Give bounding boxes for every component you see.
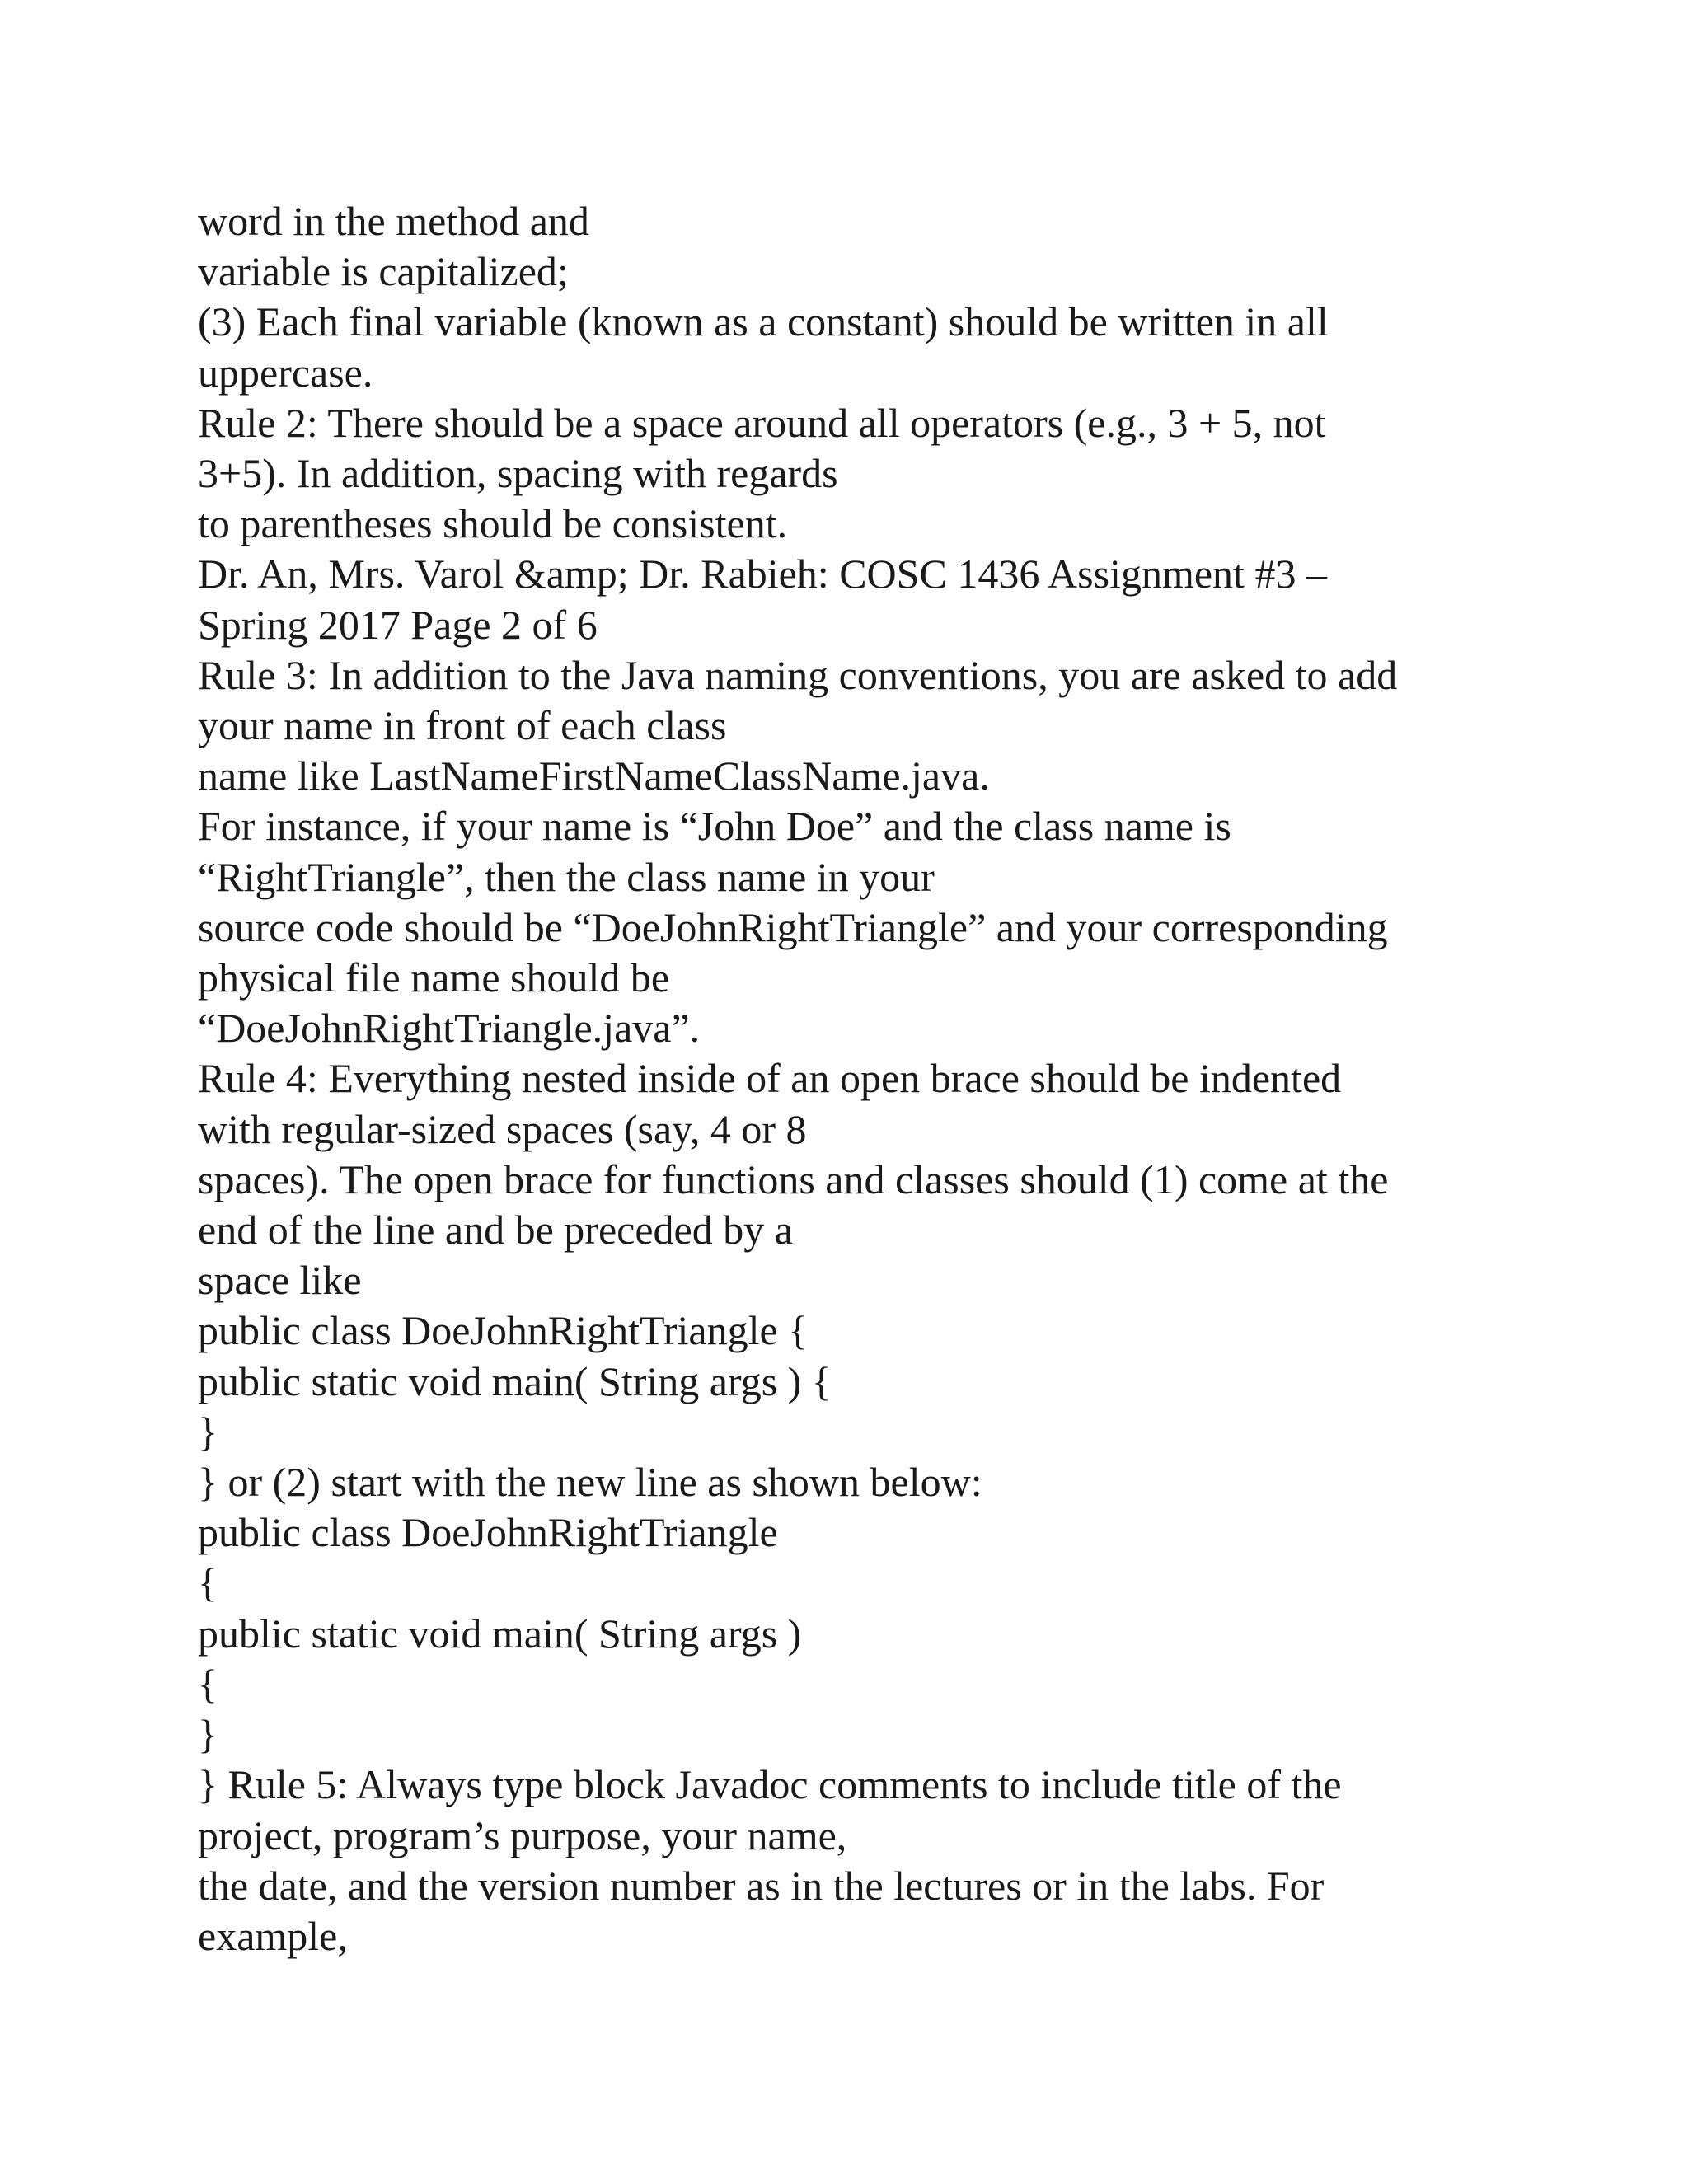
page-header-text: Dr. An, Mrs. Varol &amp; Dr. Rabieh: COSC 1436 Assignment #3 – [198,551,1327,598]
code-line: public class DoeJohnRightTriangle { [198,1307,809,1354]
code-line: { [198,1660,218,1707]
text-line: to parentheses should be consistent. [198,500,788,547]
code-line: public class DoeJohnRightTriangle [198,1509,778,1556]
code-line: } [198,1711,218,1758]
text-line: “RightTriangle”, then the class name in your [198,853,935,900]
text-line: For instance, if your name is “John Doe” and the class name is [198,803,1231,850]
text-line: variable is capitalized; [198,248,569,295]
text-line: uppercase. [198,349,373,396]
document-body [198,196,1550,1961]
code-line: public static void main( String args ) [198,1610,802,1657]
text-line: end of the line and be preceded by a [198,1207,793,1254]
text-line: source code should be “DoeJohnRightTriangle” and your corresponding [198,903,1388,950]
text-line: name like LastNameFirstNameClassName.java. [198,752,990,799]
code-line: { [198,1559,218,1606]
text-line: (3) Each final variable (known as a constant) should be written in all [198,298,1329,345]
text-line: Rule 2: There should be a space around all operators (e.g., 3 + 5, not [198,399,1326,446]
text-line: with regular-sized spaces (say, 4 or 8 [198,1105,807,1152]
page-number-text: Spring 2017 Page 2 of 6 [198,601,598,648]
text-line: word in the method and [198,198,589,244]
text-line: physical file name should be [198,954,670,1001]
text-line: 3+5). In addition, spacing with regards [198,450,838,497]
text-line: space like [198,1257,362,1304]
text-line: “DoeJohnRightTriangle.java”. [198,1005,701,1052]
text-line: the date, and the version number as in the lectures or in the labs. For [198,1862,1325,1909]
text-line: example, [198,1912,348,1959]
code-line: } [198,1408,218,1455]
text-line: project, program’s purpose, your name, [198,1811,847,1858]
text-line: Rule 3: In addition to the Java naming conventions, you are asked to add [198,651,1398,698]
code-line: public static void main( String args ) { [198,1357,832,1404]
text-line: } Rule 5: Always type block Javadoc comments to include title of the [198,1761,1342,1808]
text-line: your name in front of each class [198,702,727,749]
text-line: Rule 4: Everything nested inside of an open brace should be indented [198,1055,1342,1102]
text-line: spaces). The open brace for functions and classes should (1) come at the [198,1155,1389,1202]
text-line: } or (2) start with the new line as shown below: [198,1459,982,1506]
